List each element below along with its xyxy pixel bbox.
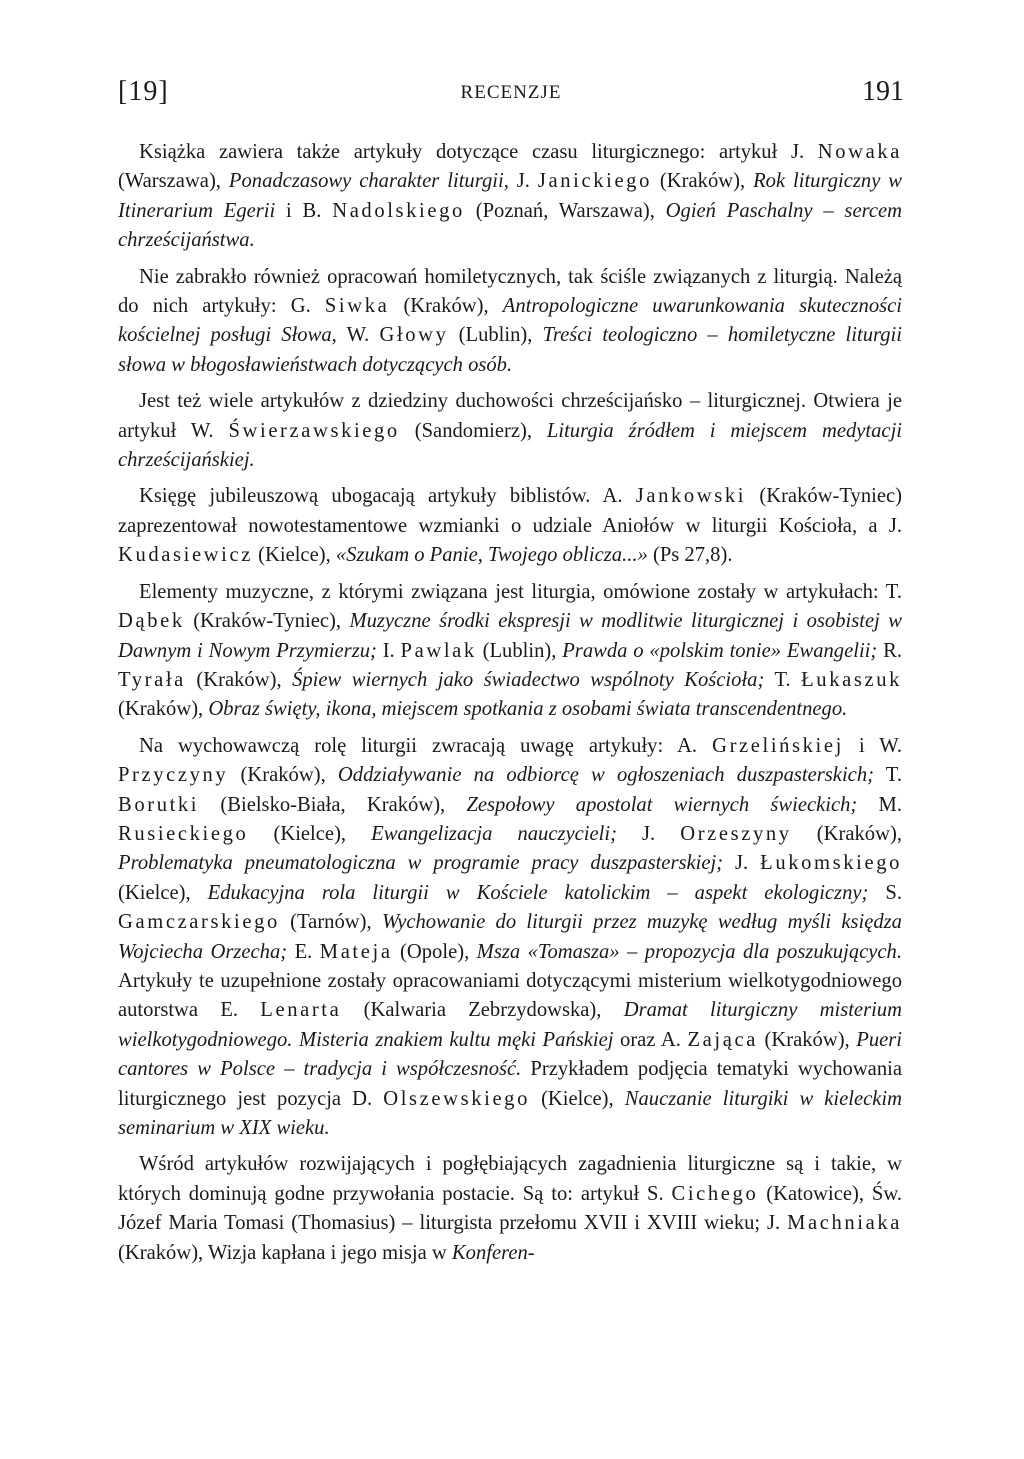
text-run: Książka zawiera także artykuły dotyczące czasu liturgicznego: artykuł J.	[139, 141, 818, 163]
article-title: Ogień Paschalny – sercem chrześcijaństwa.	[118, 199, 902, 252]
author-name: Łukaszuk	[801, 668, 902, 691]
text-run: (Katowice), Św. Józef Maria Tomasi (Thomasius) – liturgista przełomu XVII i XVIII wieku; J.	[118, 1182, 902, 1235]
article-title: Wychowanie do liturgii przez muzykę według myśli księdza Wojciecha Orzecha;	[118, 911, 902, 963]
article-title: Śpiew wiernych jako świadectwo wspólnoty Kościoła;	[292, 668, 765, 691]
article-title: Treści teologiczno – homiletyczne liturgii słowa w błogosławieństwach dotyczących osób.	[118, 324, 902, 376]
text-run: Przykładem podjęcia tematyki wychowania liturgicznego jest pozycja D.	[118, 1058, 902, 1110]
text-run: T.	[873, 764, 902, 787]
text-run: (Lublin),	[448, 324, 543, 347]
text-run: (Kielce),	[248, 822, 372, 845]
text-run: Artykuły te uzupełnione zostały opracowaniami dotyczącymi misterium wielkotygodniowego autorstwa E.	[118, 969, 902, 1022]
text-run: Elementy muzyczne, z którymi związana jest liturgia, omówione zostały w artykułach: T.	[139, 580, 902, 603]
author-name: Dąbek	[118, 610, 185, 633]
article-title: Ewangelizacja nauczycieli;	[371, 822, 617, 845]
author-name: Mateja	[319, 940, 393, 963]
article-title: Problematyka pneumatologiczna w programie pracy duszpasterskiej;	[118, 852, 724, 875]
text-run: (Tarnów),	[279, 911, 382, 934]
author-name: Łukomskiego	[760, 852, 902, 875]
author-name: Nadolskiego	[332, 199, 465, 222]
text-run: Nie zabrakło również opracowań homiletycznych, tak ściśle związanych z liturgią. Należą do nich artykuły: G.	[118, 265, 902, 318]
text-run: (Sandomierz),	[399, 419, 547, 442]
text-run: (Kraków),	[791, 822, 902, 845]
text-run: (Kraków-Tyniec) zaprezentował nowotestamentowe wzmianki o udziale Aniołów w liturgii Kościoła, a J.	[118, 485, 902, 537]
article-title: Ponadczasowy charakter liturgii,	[228, 170, 509, 193]
article-title: Obraz święty, ikona, miejscem spotkania z osobami świata transcendentnego.	[208, 698, 848, 721]
article-title: Antropologiczne uwarunkowania skuteczności kościelnej posługi Słowa,	[118, 295, 903, 347]
text-run: T.	[764, 668, 802, 691]
author-name: Rusieckiego	[118, 822, 249, 845]
article-title: Nauczanie liturgiki w kieleckim seminarium w XIX wieku.	[118, 1087, 902, 1139]
author-name: Gamczarskiego	[118, 911, 280, 934]
paragraph	[118, 732, 902, 1144]
author-name: Przyczyny	[118, 764, 229, 787]
text-run: oraz A.	[613, 1028, 688, 1051]
author-name: Nowaka	[817, 141, 902, 163]
text-run: J.	[616, 822, 681, 845]
article-title: «Szukam o Panie, Twojego oblicza...»	[335, 544, 648, 567]
article-title: Muzyczne środki ekspresji w modlitwie liturgicznej i osobistej w Dawnym i Nowym Przymierzu;	[118, 610, 902, 662]
article-title: Liturgia źródłem i miejscem medytacji chrześcijańskiej.	[118, 419, 903, 472]
text-run: i B.	[275, 199, 333, 222]
author-name: Orzeszyny	[680, 822, 792, 845]
author-name: Jankowski	[635, 485, 747, 508]
text-run: (Kraków), Wizja kapłana i jego misja w	[118, 1241, 452, 1264]
text-run: Jest też wiele artykułów z dziedziny duchowości chrześcijańsko – liturgicznej. Otwiera je artykuł W.	[118, 390, 902, 442]
page-reference: [19]	[118, 76, 169, 107]
text-run: S.	[868, 881, 902, 904]
author-name: Borutki	[118, 793, 200, 816]
text-run: J.	[723, 852, 761, 875]
text-run: M.	[857, 793, 902, 816]
article-title: Konferen-	[451, 1241, 535, 1264]
author-name: Grzelińskiej	[712, 734, 844, 757]
article-title: Rok liturgiczny w Itinerarium Egerii	[118, 170, 903, 222]
author-name: Olszewskiego	[383, 1087, 530, 1110]
author-name: Siwka	[324, 295, 390, 318]
page-number: 191	[862, 76, 904, 107]
article-title: Msza «Tomasza» – propozycja dla poszukujących.	[476, 940, 902, 963]
paragraph	[118, 387, 902, 475]
text-run: (Lublin),	[476, 639, 563, 662]
paragraph	[118, 138, 902, 256]
text-run: W.	[336, 324, 380, 347]
author-name: Cichego	[671, 1182, 759, 1205]
text-run: (Kraków),	[389, 295, 503, 318]
text-run: (Kraków),	[185, 668, 293, 691]
text-run: (Kraków),	[118, 698, 209, 721]
text-run: (Kraków-Tyniec),	[184, 610, 350, 633]
article-title: Pueri cantores w Polsce – tradycja i współczesność.	[118, 1028, 903, 1081]
running-header	[118, 76, 904, 120]
author-name: Tyrała	[118, 668, 186, 691]
text-run: (Bielsko-Biała, Kraków),	[199, 793, 467, 816]
author-name: Machniaka	[787, 1212, 902, 1235]
text-run: J.	[508, 170, 538, 193]
text-run: (Kalwaria Zebrzydowska),	[341, 999, 624, 1022]
author-name: Pawlak	[400, 639, 477, 662]
section-title: RECENZJE	[460, 82, 562, 103]
text-run: (Kielce),	[252, 544, 336, 567]
paragraph	[118, 263, 902, 381]
text-run: (Poznań, Warszawa),	[464, 199, 666, 222]
article-title: Edukacyjna rola liturgii w Kościele katolickim – aspekt ekologiczny;	[207, 881, 869, 904]
text-run: Księgę jubileuszową ubogacają artykuły biblistów. A.	[139, 485, 636, 508]
author-name: Głowy	[379, 324, 449, 347]
paragraph	[118, 1150, 902, 1268]
text-run: (Kraków),	[757, 1028, 857, 1051]
author-name: Świerzawskiego	[228, 419, 400, 442]
text-run: (Kielce),	[118, 881, 208, 904]
review-body	[118, 138, 902, 1275]
article-title: Oddziaływanie na odbiorcę w ogłoszeniach duszpasterskich;	[337, 764, 874, 787]
author-name: Janickiego	[537, 170, 652, 193]
text-run: Wśród artykułów rozwijających i pogłębiających zagadnienia liturgiczne są i takie, w których dominują godne przywołania postacie. Są to: artykuł S.	[118, 1153, 902, 1205]
text-run: E.	[287, 940, 320, 963]
text-run: (Kraków),	[228, 764, 338, 787]
text-run: R.	[877, 639, 902, 662]
article-title: Dramat liturgiczny misterium wielkotygodniowego. Misteria znakiem kultu męki Pańskiej	[118, 999, 902, 1051]
paragraph	[118, 482, 902, 570]
text-run: I.	[376, 639, 401, 662]
author-name: Zająca	[687, 1028, 758, 1051]
paragraph	[118, 578, 902, 725]
text-run: (Ps 27,8).	[647, 544, 733, 567]
text-run: (Opole),	[392, 940, 477, 963]
article-title: Zespołowy apostolat wiernych świeckich;	[466, 793, 858, 816]
text-run: (Warszawa),	[118, 170, 229, 193]
text-run: (Kraków),	[651, 170, 754, 193]
author-name: Lenarta	[260, 999, 342, 1022]
text-run: i W.	[843, 734, 903, 757]
text-run: Na wychowawczą rolę liturgii zwracają uwagę artykuły: A.	[139, 734, 713, 757]
author-name: Kudasiewicz	[118, 544, 253, 567]
article-title: Prawda o «polskim tonie» Ewangelii;	[562, 639, 878, 662]
text-run: (Kielce),	[529, 1087, 625, 1110]
